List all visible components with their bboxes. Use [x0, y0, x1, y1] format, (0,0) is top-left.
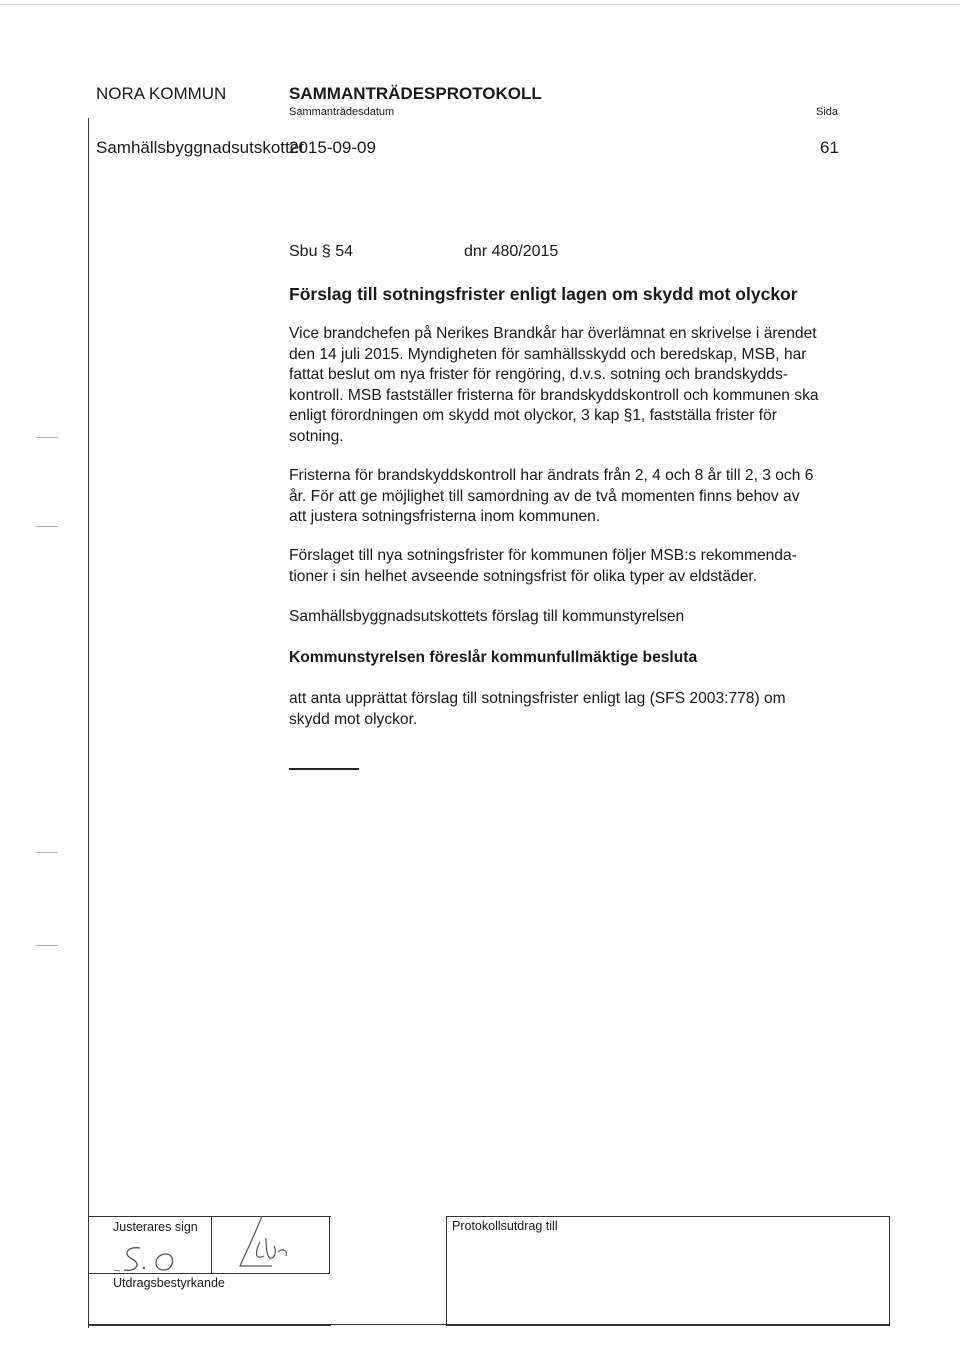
date-label: Sammanträdesdatum: [289, 106, 395, 118]
page-label: Sida: [816, 106, 839, 118]
end-rule: [289, 768, 359, 770]
decision-text: [289, 689, 899, 730]
certification-label: Utdragsbestyrkande: [113, 1276, 225, 1290]
text-line: enligt förordningen om skydd mot olyckor, 3 kap §1, fastställa frister för: [289, 407, 777, 425]
text-line: att anta upprättat förslag till sotningsfrister enligt lag (SFS 2003:778) om: [289, 690, 786, 707]
text-line: Förslaget till nya sotningsfrister för kommunen följer MSB:s rekommenda-: [289, 547, 797, 564]
text-line: fattat beslut om nya frister för rengöring, d.v.s. sotning och brandskydds-: [289, 366, 788, 384]
extract-label: Protokollsutdrag till: [452, 1219, 558, 1233]
left-margin-rule: [88, 118, 89, 1328]
org-name: NORA KOMMUN: [96, 84, 227, 103]
margin-mark: [36, 945, 58, 946]
signature-label: Justerares sign: [113, 1220, 198, 1234]
committee-proposal-heading: Samhällsbyggnadsutskottets förslag till kommunstyrelsen: [289, 608, 685, 625]
margin-mark: [36, 526, 58, 527]
meeting-date: 2015-09-09: [289, 138, 376, 157]
text-line: sotning.: [289, 427, 344, 445]
margin-mark: [36, 437, 58, 438]
text-line: tioner i sin helhet avseende sotningsfrist för olika typer av eldstäder.: [289, 567, 758, 585]
top-rule: [0, 4, 960, 5]
text-line: att justera sotningsfristerna inom kommunen.: [289, 508, 601, 526]
committee-name: Samhällsbyggnadsutskottet: [96, 138, 304, 157]
signature-divider: [211, 1216, 212, 1274]
text-line: Vice brandchefen på Nerikes Brandkår har överlämnat en skrivelse i ärendet: [289, 325, 817, 342]
text-line: kontroll. MSB fastställer fristerna för brandskyddskontroll och kommunen ska: [289, 386, 819, 404]
signature-divider: [329, 1216, 330, 1274]
paragraph-background: [289, 324, 899, 448]
text-line: den 14 juli 2015. Myndigheten för samhällsskydd och beredskap, MSB, har: [289, 345, 807, 363]
paragraph-proposal: [289, 546, 899, 587]
paragraph-reference: Sbu § 54: [289, 243, 354, 260]
paragraph-changes: [289, 466, 899, 528]
text-line: Fristerna för brandskyddskontroll har ändrats från 2, 4 och 8 år till 2, 3 och 6: [289, 467, 814, 484]
text-line: skydd mot olyckor.: [289, 710, 418, 728]
margin-mark: [36, 852, 58, 853]
diary-number: dnr 480/2015: [464, 243, 559, 260]
handwritten-signature-initials: [110, 1240, 190, 1278]
item-title: Förslag till sotningsfrister enligt lagen om skydd mot olyckor: [289, 284, 798, 304]
decision-heading: Kommunstyrelsen föreslår kommunfullmäktige besluta: [289, 649, 698, 666]
document-type: SAMMANTRÄDESPROTOKOLL: [289, 84, 542, 103]
text-line: år. För att ge möjlighet till samordning av de två momenten finns behov av: [289, 487, 800, 505]
page-number: 61: [820, 138, 839, 157]
handwritten-signature: [226, 1210, 298, 1276]
